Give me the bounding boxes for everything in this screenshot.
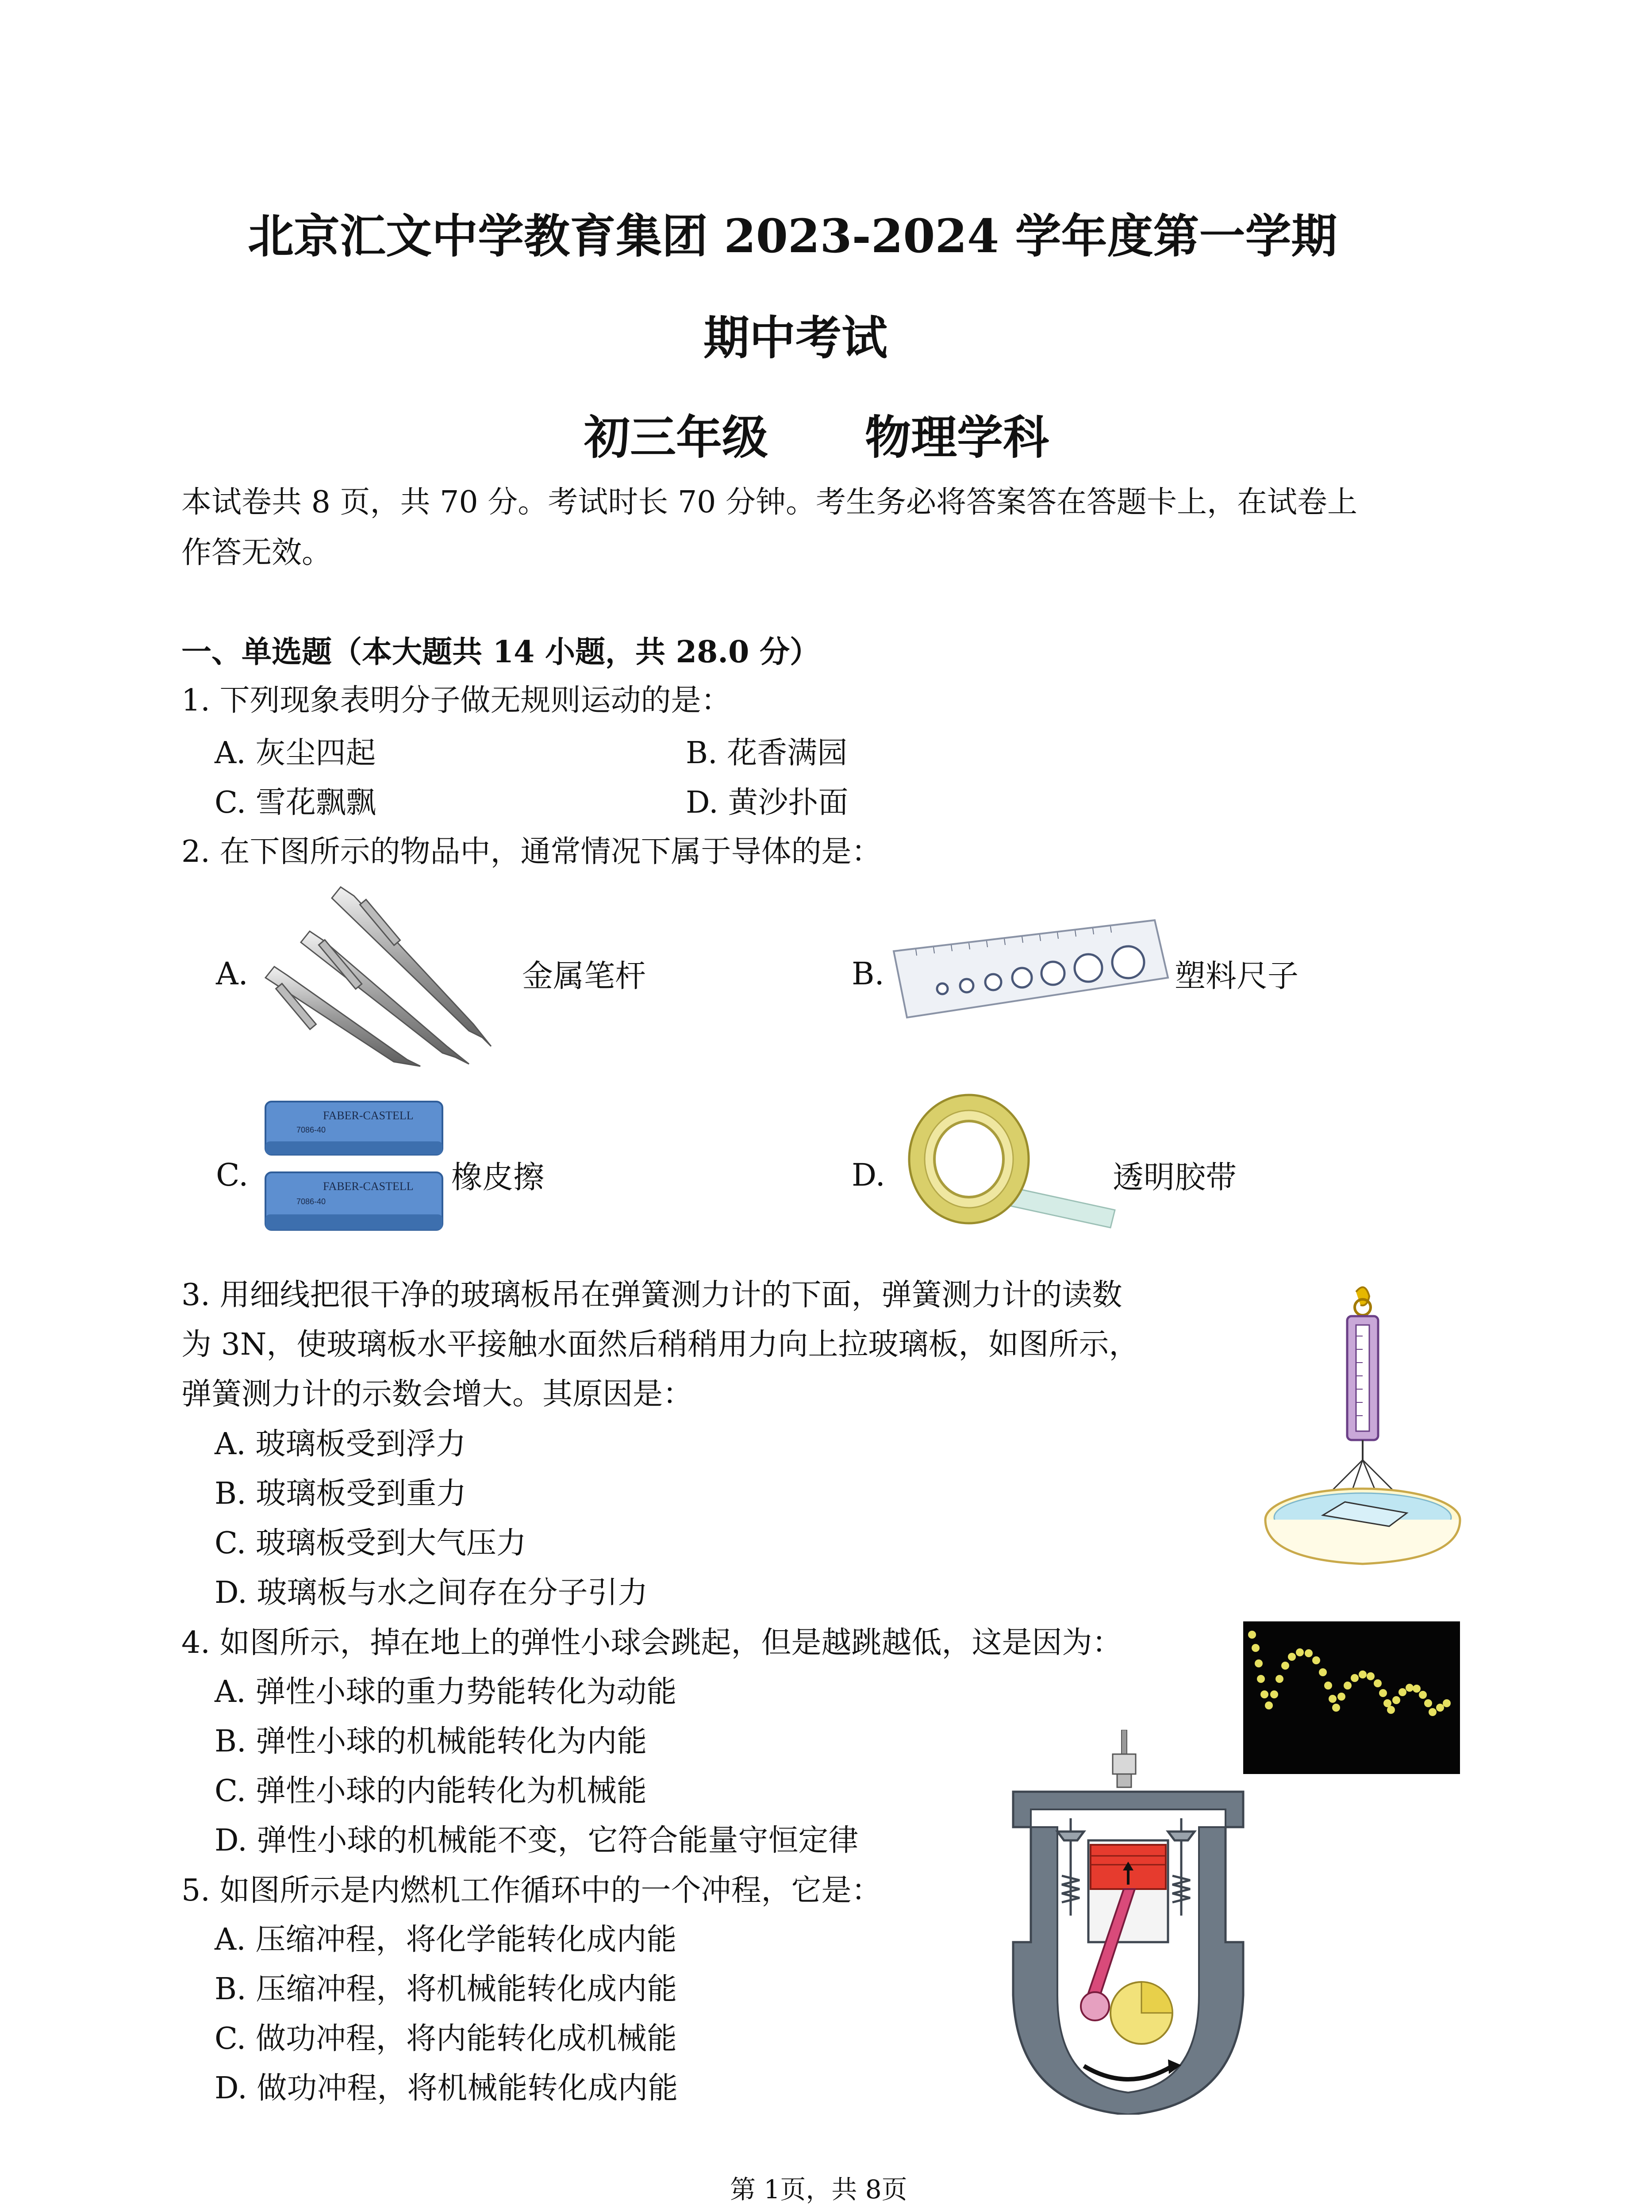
grade-label: 初三年级	[584, 410, 768, 465]
q4-option-a: A. 弹性小球的重力势能转化为动能	[215, 1674, 677, 1709]
q3-option-d: D. 玻璃板与水之间存在分子引力	[215, 1575, 648, 1610]
question-1-stem: 1. 下列现象表明分子做无规则运动的是：	[181, 683, 731, 718]
question-2-stem: 2. 在下图所示的物品中，通常情况下属于导体的是：	[181, 834, 882, 869]
subject-label: 物理学科	[865, 410, 1049, 465]
question-5-stem: 5. 如图所示是内燃机工作循环中的一个冲程，它是：	[181, 1873, 882, 1908]
q5-option-b: B. 压缩冲程，将机械能转化成内能	[215, 1972, 677, 2007]
q1-option-d: D. 黄沙扑面	[686, 785, 849, 820]
q5-option-d: D. 做功冲程，将机械能转化成内能	[215, 2071, 678, 2106]
instructions-line1: 本试卷共 8 页，共 70 分。考试时长 70 分钟。考生务必将答案答在答题卡上，在试卷上	[181, 485, 1358, 520]
eraser-brand-text-1: FABER-CASTELL	[323, 1109, 414, 1122]
question-3-stem-line3: 弹簧测力计的示数会增大。其原因是：	[181, 1377, 693, 1412]
q2-option-c-letter: C.	[216, 1157, 249, 1193]
eraser-brand-text-2: FABER-CASTELL	[323, 1180, 414, 1193]
section-heading: 一、单选题（本大题共 14 小题，共 28.0 分）	[181, 634, 820, 670]
q5-option-c: C. 做功冲程，将内能转化成机械能	[215, 2021, 677, 2056]
exam-title: 北京汇文中学教育集团 2023-2024 学年度第一学期	[248, 209, 1337, 263]
q2-option-b-label: 塑料尺子	[1175, 958, 1299, 994]
q4-option-b: B. 弹性小球的机械能转化为内能	[215, 1724, 647, 1759]
q1-option-a: A. 灰尘四起	[215, 736, 376, 771]
q4-option-d: D. 弹性小球的机械能不变，它符合能量守恒定律	[215, 1823, 859, 1858]
q1-option-c: C. 雪花飘飘	[215, 785, 376, 820]
page-footer: 第 1页，共 8页	[730, 2174, 907, 2204]
question-3-stem-line2: 为 3N，使玻璃板水平接触水面然后稍稍用力向上拉玻璃板，如图所示，	[181, 1327, 1139, 1362]
q5-option-a: A. 压缩冲程，将化学能转化成内能	[215, 1922, 677, 1957]
q2-option-a-letter: A.	[216, 956, 248, 992]
metal-pens-icon	[261, 878, 526, 1068]
exam-subtitle: 期中考试	[703, 311, 888, 365]
engine-stroke-figure	[1004, 1730, 1252, 2115]
q2-option-d-letter: D.	[852, 1157, 885, 1193]
q2-option-d-label: 透明胶带	[1113, 1159, 1237, 1195]
q3-option-a: A. 玻璃板受到浮力	[215, 1427, 466, 1462]
eraser-code-text-2: 7086-40	[296, 1197, 326, 1206]
q4-option-c: C. 弹性小球的内能转化为机械能	[215, 1774, 647, 1809]
eraser-code-text-1: 7086-40	[296, 1125, 326, 1134]
q2-option-b-letter: B.	[852, 956, 884, 992]
q3-option-b: B. 玻璃板受到重力	[215, 1476, 467, 1511]
bouncing-ball-photo	[1243, 1621, 1460, 1774]
plastic-ruler-icon	[889, 911, 1172, 1026]
q2-option-c-label: 橡皮擦	[451, 1159, 544, 1195]
q2-option-a-label: 金属笔杆	[522, 958, 646, 994]
instructions-line2: 作答无效。	[181, 535, 332, 570]
spring-scale-glass-plate-figure	[1256, 1283, 1469, 1584]
question-3-stem-line1: 3. 用细线把很干净的玻璃板吊在弹簧测力计的下面，弹簧测力计的读数	[181, 1278, 1122, 1313]
erasers-icon	[257, 1093, 451, 1239]
question-4-stem: 4. 如图所示，掉在地上的弹性小球会跳起，但是越跳越低，这是因为：	[181, 1625, 1122, 1660]
q1-option-b: B. 花香满园	[686, 736, 848, 771]
q3-option-c: C. 玻璃板受到大气压力	[215, 1526, 526, 1561]
tape-roll-icon	[903, 1086, 1124, 1250]
